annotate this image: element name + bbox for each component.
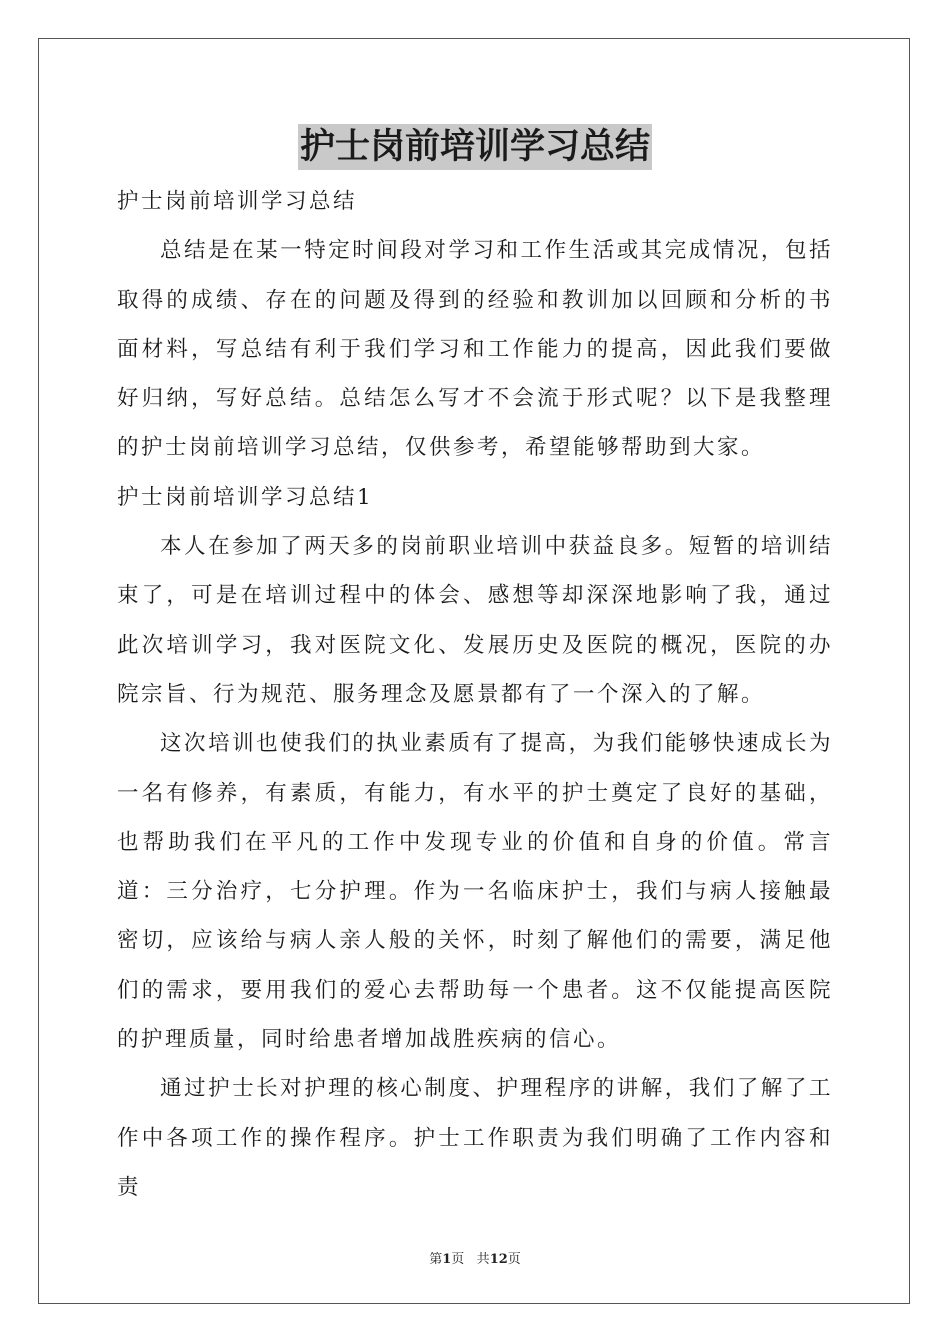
paragraph-intro: 总结是在某一特定时间段对学习和工作生活或其完成情况，包括取得的成绩、存在的问题及得到的经验和教训加以回顾和分析的书面材料，写总结有利于我们学习和工作能力的提高，因此我们要做好归纳，写好总结。总结怎么写才不会流于形式呢？以下是我整理的护士岗前培训学习总结，仅供参考，希望能够帮助到大家。 xyxy=(117,238,833,461)
document-title: 护士岗前培训学习总结 xyxy=(298,124,652,170)
paragraph-subtitle: 护士岗前培训学习总结 xyxy=(117,189,358,214)
page-total: 12 xyxy=(489,1252,508,1267)
total-suffix: 页 xyxy=(507,1252,521,1267)
page-footer xyxy=(0,1248,950,1267)
paragraph-body-1: 本人在参加了两天多的岗前职业培训中获益良多。短暂的培训结束了，可是在培训过程中的体会、感想等却深深地影响了我，通过此次培训学习，我对医院文化、发展历史及医院的概况，医院的办院宗旨、行为规范、服务理念及愿景都有了一个深入的了解。 xyxy=(117,534,833,707)
paragraph-body-3: 通过护士长对护理的核心制度、护理程序的讲解，我们了解了工作中各项工作的操作程序。护士工作职责为我们明确了工作内容和责 xyxy=(117,1076,833,1200)
page-suffix: 页 xyxy=(451,1252,465,1267)
total-prefix: 共 xyxy=(476,1252,490,1267)
paragraph-section-heading: 护士岗前培训学习总结1 xyxy=(117,484,374,510)
document-body xyxy=(117,177,833,1212)
page-prefix: 第 xyxy=(429,1252,443,1267)
page-current: 1 xyxy=(442,1252,452,1267)
paragraph-body-2: 这次培训也使我们的执业素质有了提高，为我们能够快速成长为一名有修养，有素质，有能力，有水平的护士奠定了良好的基础，也帮助我们在平凡的工作中发现专业的价值和自身的价值。常言道：三分治疗，七分护理。作为一名临床护士，我们与病人接触最密切，应该给与病人亲人般的关怀，时刻了解他们的需要，满足他们的需求，要用我们的爱心去帮助每一个患者。这不仅能提高医院的护理质量，同时给患者增加战胜疾病的信心。 xyxy=(117,731,833,1053)
title-container xyxy=(0,124,950,170)
